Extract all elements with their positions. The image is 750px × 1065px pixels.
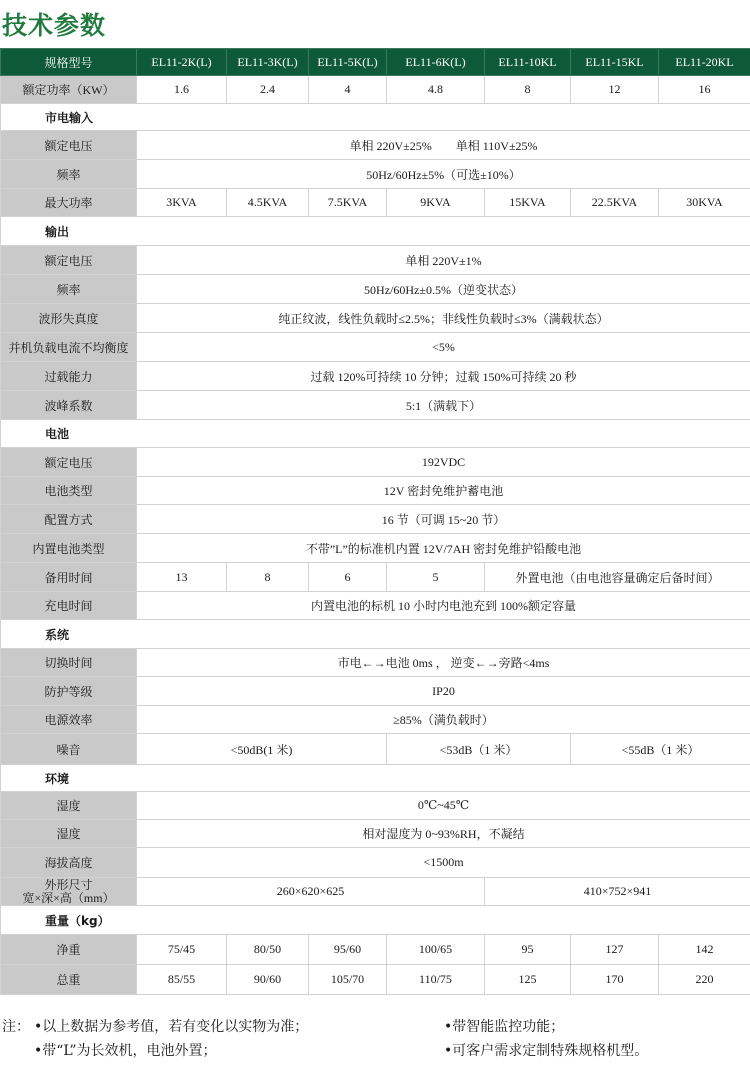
- value-cell: 95/60: [309, 935, 387, 965]
- value-cell: 85/55: [137, 965, 227, 995]
- value-cell: 12V 密封免维护蓄电池: [137, 477, 750, 505]
- size-label-line: 宽×深×高（mm）: [22, 890, 115, 905]
- section-environment: [1, 765, 750, 792]
- value-cell: 22.5KVA: [571, 189, 659, 217]
- value-cell: 127: [571, 935, 659, 965]
- value-cell: 16: [659, 76, 750, 104]
- row-label: 防护等级: [1, 677, 137, 706]
- value-cell: 95: [485, 935, 571, 965]
- row-label: 噪音: [1, 734, 137, 765]
- value-cell: 市电←→电池 0ms ， 逆变←→旁路<4ms: [137, 649, 750, 677]
- value-cell: 4.5KVA: [227, 189, 309, 217]
- note-item: •带智能监控功能；: [444, 1019, 565, 1035]
- row-label: 额定电压: [1, 246, 137, 275]
- row-label: 湿度: [1, 820, 137, 848]
- value-cell: 80/50: [227, 935, 309, 965]
- weight-gross-row: [1, 965, 750, 995]
- value-cell: 1.6: [137, 76, 227, 104]
- value-cell: 5: [387, 563, 485, 592]
- value-cell: 5:1（满载下）: [137, 391, 750, 420]
- section-heading: 市电输入: [1, 104, 750, 131]
- value-cell: 50Hz/60Hz±5%（可选±10%）: [137, 160, 750, 189]
- section-heading: 重量（kg）: [1, 906, 750, 935]
- row-label: 额定电压: [1, 448, 137, 477]
- battery-charge-row: [1, 592, 750, 620]
- system-eff-row: [1, 706, 750, 734]
- model-cell: EL11-20KL: [659, 49, 750, 76]
- value-cell: 相对湿度为 0~93%RH，不凝结: [137, 820, 750, 848]
- row-label: 电源效率: [1, 706, 137, 734]
- value-cell: 8: [227, 563, 309, 592]
- model-cell: EL11-2K(L): [137, 49, 227, 76]
- value-cell: ≥85%（满负载时）: [137, 706, 750, 734]
- section-system: [1, 620, 750, 649]
- value-cell: 3KVA: [137, 189, 227, 217]
- row-label: 并机负载电流不均衡度: [1, 333, 137, 362]
- row-label: 波峰系数: [1, 391, 137, 420]
- value-cell: 不带”L”的标准机内置 12V/7AH 密封免维护铅酸电池: [137, 534, 750, 563]
- row-label: [1, 878, 137, 906]
- value-cell: 75/45: [137, 935, 227, 965]
- row-label: 充电时间: [1, 592, 137, 620]
- weight-net-row: [1, 935, 750, 965]
- value-cell: 15KVA: [485, 189, 571, 217]
- value-cell: 2.4: [227, 76, 309, 104]
- row-label: 过载能力: [1, 362, 137, 391]
- env-altitude-row: [1, 848, 750, 878]
- notes-prefix: 注：: [2, 1019, 30, 1035]
- value-cell: 13: [137, 563, 227, 592]
- power-row: [1, 76, 750, 104]
- model-cell: EL11-5K(L): [309, 49, 387, 76]
- section-mains: [1, 104, 750, 131]
- value-cell: 6: [309, 563, 387, 592]
- row-label: 配置方式: [1, 505, 137, 534]
- value-cell: 12: [571, 76, 659, 104]
- section-weight: [1, 906, 750, 935]
- value-cell: 90/60: [227, 965, 309, 995]
- model-cell: EL11-15KL: [571, 49, 659, 76]
- value-cell: 220: [659, 965, 750, 995]
- note-item: •以上数据为参考值，若有变化以实物为准；: [34, 1019, 309, 1035]
- size-label-line: 外形尺寸: [44, 877, 93, 892]
- section-battery: [1, 420, 750, 448]
- value-cell: 7.5KVA: [309, 189, 387, 217]
- section-heading: 系统: [1, 620, 750, 649]
- row-label: 额定功率（KW）: [1, 76, 137, 104]
- note-item: •带“L”为长效机，电池外置；: [34, 1043, 217, 1059]
- env-size-row: [1, 878, 750, 906]
- row-label: 电池类型: [1, 477, 137, 505]
- row-label: 频率: [1, 275, 137, 304]
- system-switch-row: [1, 649, 750, 677]
- value-cell: 100/65: [387, 935, 485, 965]
- spec-table: [0, 48, 750, 995]
- value-cell: 8: [485, 76, 571, 104]
- value-cell: <50dB(1 米): [137, 734, 387, 765]
- header-row: [1, 49, 750, 76]
- row-label: 湿度: [1, 792, 137, 820]
- value-cell: 30KVA: [659, 189, 750, 217]
- value-cell: 260×620×625: [137, 878, 485, 906]
- row-label: 最大功率: [1, 189, 137, 217]
- value-cell: <5%: [137, 333, 750, 362]
- battery-builtin-row: [1, 534, 750, 563]
- output-voltage-row: [1, 246, 750, 275]
- battery-backup-row: [1, 563, 750, 592]
- mains-freq-row: [1, 160, 750, 189]
- value-cell: 内置电池的标机 10 小时内电池充到 100%额定容量: [137, 592, 750, 620]
- model-cell: EL11-10KL: [485, 49, 571, 76]
- row-label: 频率: [1, 160, 137, 189]
- row-label: 备用时间: [1, 563, 137, 592]
- battery-voltage-row: [1, 448, 750, 477]
- note-item: •可客户需求定制特殊规格机型。: [444, 1043, 649, 1059]
- value-cell: 192VDC: [137, 448, 750, 477]
- env-humidity-row: [1, 820, 750, 848]
- row-label: 海拔高度: [1, 848, 137, 878]
- row-label: 额定电压: [1, 131, 137, 160]
- value-cell: 纯正纹波，线性负载时≤2.5%；非线性负载时≤3%（满载状态）: [137, 304, 750, 333]
- value-cell: 142: [659, 935, 750, 965]
- value-cell: <1500m: [137, 848, 750, 878]
- value-cell: 4.8: [387, 76, 485, 104]
- section-output: [1, 217, 750, 246]
- row-label: 波形失真度: [1, 304, 137, 333]
- mains-maxpower-row: [1, 189, 750, 217]
- battery-config-row: [1, 505, 750, 534]
- battery-type-row: [1, 477, 750, 505]
- page-title: 技术参数: [2, 11, 107, 40]
- output-crest-row: [1, 391, 750, 420]
- row-label: 净重: [1, 935, 137, 965]
- system-noise-row: [1, 734, 750, 765]
- mains-voltage-row: [1, 131, 750, 160]
- value-cell: <55dB（1 米）: [571, 734, 750, 765]
- value-cell: 过载 120%可持续 10 分钟；过载 150%可持续 20 秒: [137, 362, 750, 391]
- value-cell: 4: [309, 76, 387, 104]
- section-heading: 输出: [1, 217, 750, 246]
- model-cell: EL11-6K(L): [387, 49, 485, 76]
- value-cell: <53dB（1 米）: [387, 734, 571, 765]
- value-cell: 105/70: [309, 965, 387, 995]
- output-freq-row: [1, 275, 750, 304]
- value-cell: 外置电池（由电池容量确定后备时间）: [485, 563, 750, 592]
- output-parallel-row: [1, 333, 750, 362]
- value-cell: 9KVA: [387, 189, 485, 217]
- value-cell: 0℃~45℃: [137, 792, 750, 820]
- value-cell: 16 节（可调 15~20 节）: [137, 505, 750, 534]
- value-cell: 170: [571, 965, 659, 995]
- env-temp-row: [1, 792, 750, 820]
- value-cell: IP20: [137, 677, 750, 706]
- output-thd-row: [1, 304, 750, 333]
- value-cell: 单相 220V±25% 单相 110V±25%: [137, 131, 750, 160]
- system-protect-row: [1, 677, 750, 706]
- value-cell: 110/75: [387, 965, 485, 995]
- value-cell: 410×752×941: [485, 878, 750, 906]
- value-cell: 单相 220V±1%: [137, 246, 750, 275]
- row-label: 切换时间: [1, 649, 137, 677]
- row-label: 总重: [1, 965, 137, 995]
- output-overload-row: [1, 362, 750, 391]
- value-cell: 50Hz/60Hz±0.5%（逆变状态）: [137, 275, 750, 304]
- value-cell: 125: [485, 965, 571, 995]
- row-label: 内置电池类型: [1, 534, 137, 563]
- section-heading: 电池: [1, 420, 750, 448]
- model-header-label: 规格型号: [1, 49, 137, 76]
- model-cell: EL11-3K(L): [227, 49, 309, 76]
- section-heading: 环境: [1, 765, 750, 792]
